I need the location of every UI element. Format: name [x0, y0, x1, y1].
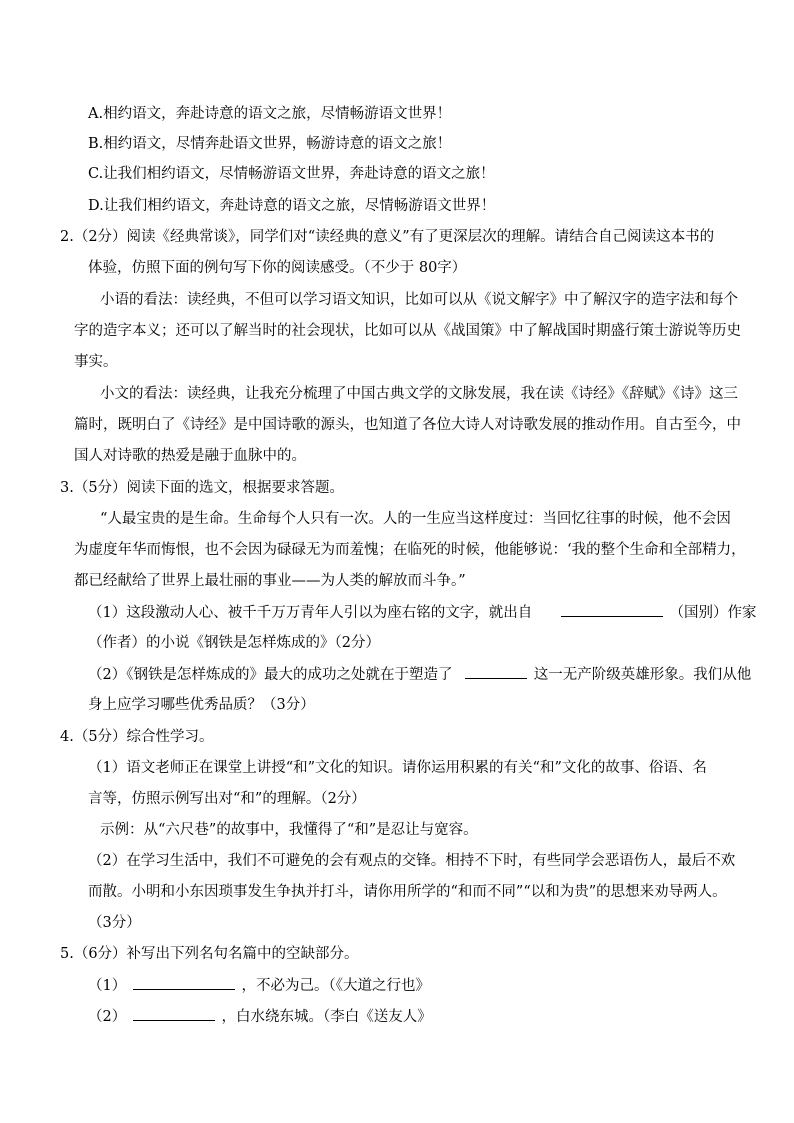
q4-sub1-line1: （1）语文老师正在课堂上讲授“和”文化的知识。请你运用积累的有关“和”文化的故事、俗语、名 [88, 760, 707, 776]
option-d: D.让我们相约语文，奔赴诗意的语文之旅，尽情畅游语文世界！ [88, 198, 496, 214]
q5-item2-text: ，白水绕东城。（李白《送友人》 [221, 1009, 432, 1025]
option-a: A.相约语文，奔赴诗意的语文之旅，尽情畅游语文世界！ [88, 106, 452, 122]
q5-item1-blank[interactable] [133, 975, 235, 990]
q2-p2-line2: 篇时，既明白了《诗经》是中国诗歌的源头，也知道了各位大诗人对诗歌发展的推动作用。自古至今，中 [74, 417, 741, 433]
q3-quote-line2: 为虚度年华而悔恨，也不会因为碌碌无为而羞愧；在临死的时候，他能够说：‘我的整个生命和全部精力， [74, 542, 746, 558]
q3-sub2-line1 [88, 664, 751, 685]
q3-sub1-line2: （作者）的小说《钢铁是怎样炼成的》（2分） [88, 635, 380, 651]
q3-sub2-line2: 身上应学习哪些优秀品质？（3分） [88, 697, 315, 713]
q2-line2: 体验，仿照下面的例句写下你的阅读感受。（不少于 80字） [88, 260, 467, 276]
option-c: C.让我们相约语文，尽情畅游语文世界，奔赴诗意的语文之旅！ [88, 166, 495, 182]
q4-sub2-line3: （3分） [88, 915, 141, 931]
q2-line1: 2.（2分）阅读《经典常谈》，同学们对“读经典的意义”有了更深层次的理解。请结合自己阅读这本书的 [60, 229, 715, 245]
q5-item2-number: （2） [88, 1009, 127, 1025]
q5-title: 5.（6分）补写出下列名句名篇中的空缺部分。 [60, 946, 359, 962]
q4-sub2-line1: （2）在学习生活中，我们不可避免的会有观点的交锋。相持不下时，有些同学会恶语伤人，最后不欢 [88, 853, 736, 869]
q2-p1-line1: 小语的看法：读经典，不但可以学习语文知识，比如可以从《说文解字》中了解汉字的造字法和每个 [100, 292, 738, 308]
q5-item2-blank[interactable] [133, 1006, 215, 1021]
q3-sub2-blank[interactable] [465, 664, 527, 679]
q3-sub1-after: （国别）作家 [669, 605, 757, 621]
q5-item1-text: ，不必为己。（《大道之行也》 [241, 978, 430, 994]
q5-item1 [88, 975, 430, 996]
q3-sub1-blank[interactable] [561, 602, 663, 617]
q3-quote-line1: “人最宝贵的是生命。生命每个人只有一次。人的一生应当这样度过：当回忆往事的时候，他不会因 [100, 511, 731, 527]
q3-sub1-before: （1）这段激动人心、被千千万万青年人引以为座右铭的文字，就出自 [88, 605, 533, 621]
q4-sub1-line2: 言等，仿照示例写出对“和”的理解。（2分） [88, 791, 366, 807]
q3-quote-line3: 都已经献给了世界上最壮丽的事业——为人类的解放而斗争。” [74, 573, 466, 589]
q5-item1-number: （1） [88, 978, 127, 994]
q4-example: 示例：从“六尺巷”的故事中，我懂得了“和”是忍让与宽容。 [100, 822, 478, 838]
q2-p2-line1: 小文的看法：读经典，让我充分梳理了中国古典文学的文脉发展，我在读《诗经》《辞赋》《诗》这三 [100, 386, 738, 402]
q2-p1-line3: 事实。 [74, 354, 118, 370]
q2-p2-line3: 国人对诗歌的热爱是融于血脉中的。 [74, 448, 306, 464]
q4-title: 4.（5分）综合性学习。 [60, 729, 214, 745]
q5-item2 [88, 1006, 432, 1027]
q3-sub2-after: 这一无产阶级英雄形象。我们从他 [533, 667, 752, 683]
q3-title: 3.（5分）阅读下面的选文，根据要求答题。 [60, 480, 345, 496]
q3-sub2-before: （2）《钢铁是怎样炼成的》最大的成功之处就在于塑造了 [88, 667, 453, 683]
q2-p1-line2: 字的造字本义；还可以了解当时的社会现状，比如可以从《战国策》中了解战国时期盛行策士游说等历史 [74, 323, 741, 339]
q3-sub1-line1 [88, 602, 756, 623]
option-b: B.相约语文，尽情奔赴语文世界，畅游诗意的语文之旅！ [88, 136, 452, 152]
q4-sub2-line2: 而散。小明和小东因琐事发生争执并打斗，请你用所学的“和而不同”“以和为贵”的思想来劝导两人。 [88, 884, 727, 900]
